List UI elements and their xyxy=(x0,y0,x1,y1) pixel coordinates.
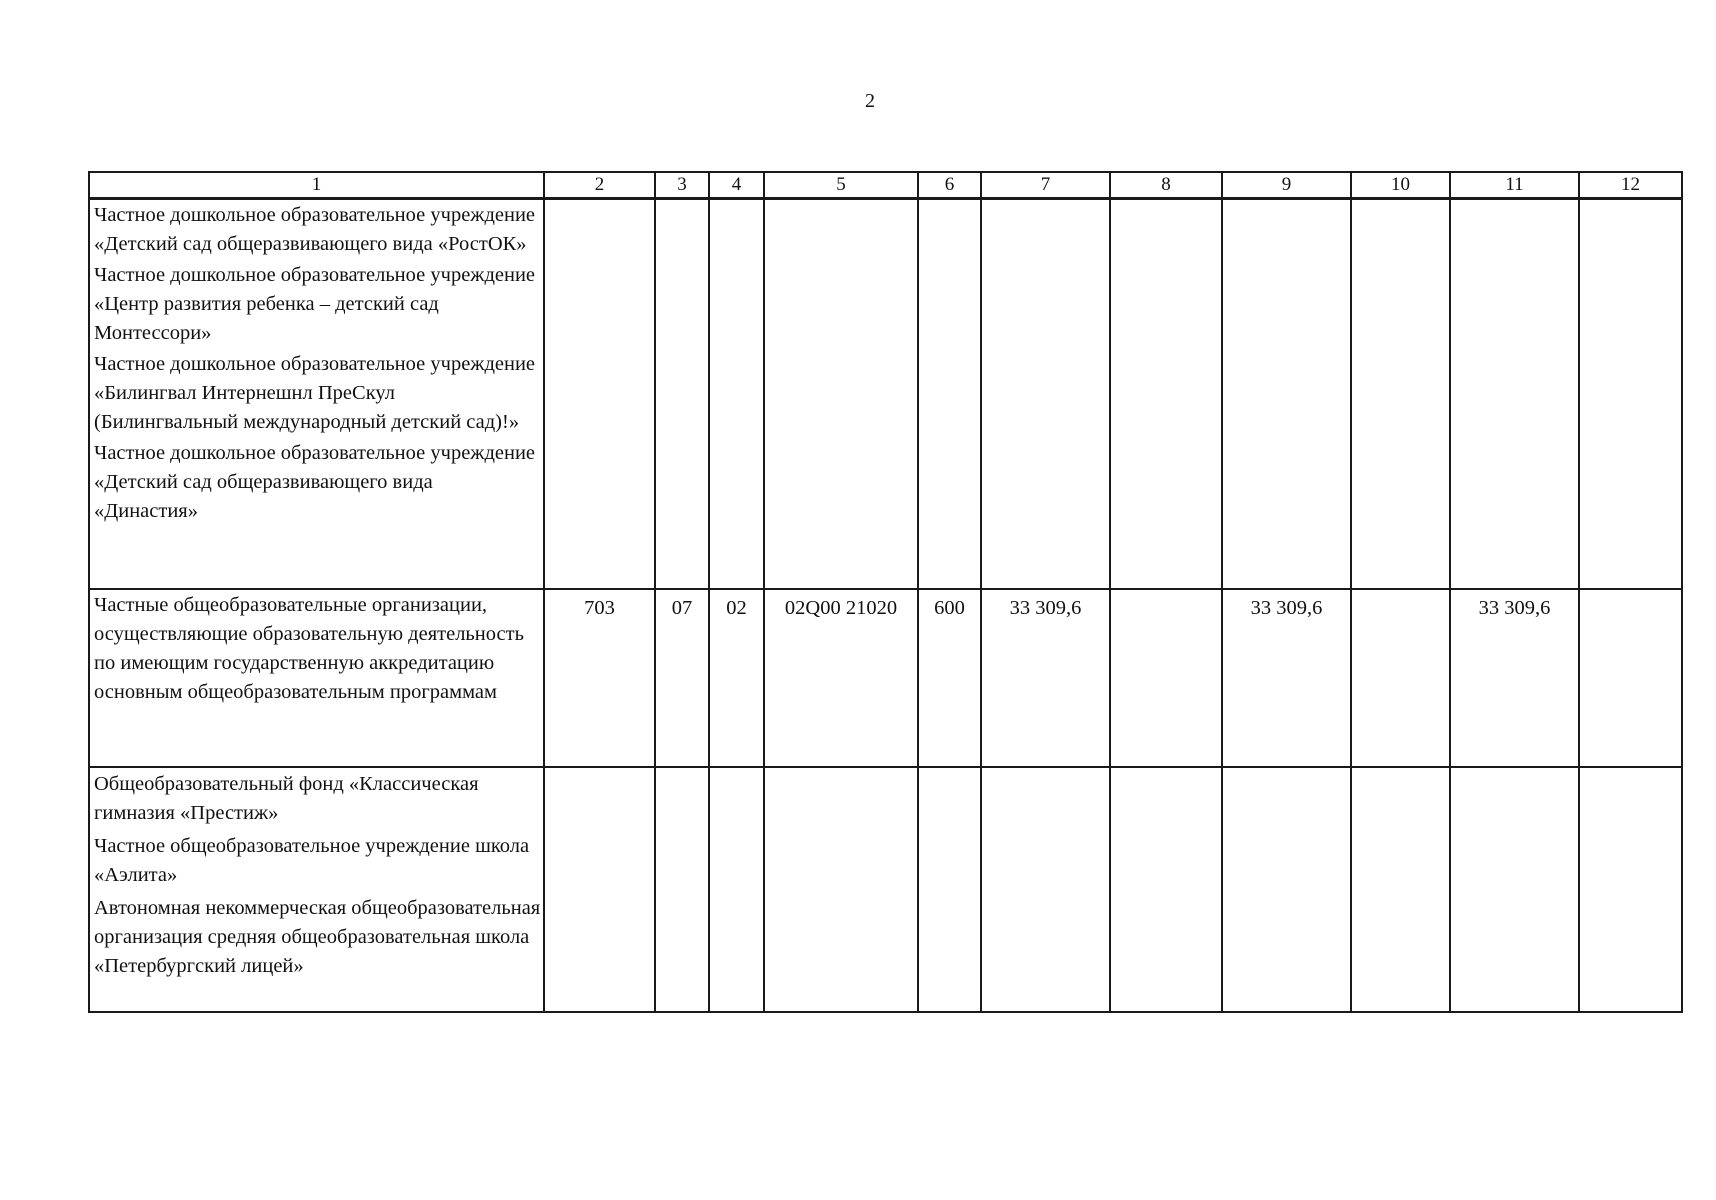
empty-cell xyxy=(1110,199,1222,590)
column-header-8: 8 xyxy=(1110,172,1222,199)
entity-name: Автономная некоммерческая общеобразовательная организация средняя общеобразовательная школа «Петербургский лицей» xyxy=(94,897,541,977)
column-header-4: 4 xyxy=(709,172,764,199)
cell-col7: 33 309,6 xyxy=(981,589,1110,767)
entity-name: Общеобразовательный фонд «Классическая гимназия «Престиж» xyxy=(94,773,479,824)
empty-cell xyxy=(655,767,709,1012)
cell-col4: 02 xyxy=(709,589,764,767)
column-header-10: 10 xyxy=(1351,172,1450,199)
entity-name: Частное дошкольное образовательное учреждение «Детский сад общеразвивающего вида «Династия» xyxy=(94,442,536,522)
column-header-11: 11 xyxy=(1450,172,1579,199)
table-row-school-group xyxy=(89,767,1682,1012)
empty-cell xyxy=(1222,767,1351,1012)
column-header-12: 12 xyxy=(1579,172,1682,199)
column-header-1: 1 xyxy=(89,172,544,199)
empty-cell xyxy=(764,767,918,1012)
cell-col6: 600 xyxy=(918,589,981,767)
column-header-9: 9 xyxy=(1222,172,1351,199)
header-row xyxy=(89,172,1682,199)
organization-category-name: Частные общеобразовательные организации, осуществляющие образовательную деятельность по имеющим государственную аккредитацию основным общеобразовательным программам xyxy=(89,589,544,767)
empty-cell xyxy=(1351,199,1450,590)
empty-cell xyxy=(918,767,981,1012)
empty-cell xyxy=(1222,199,1351,590)
entity-list-cell xyxy=(89,767,544,1012)
table-row-main xyxy=(89,589,1682,767)
empty-cell xyxy=(1450,199,1579,590)
entity-list-cell xyxy=(89,199,544,590)
budget-table xyxy=(88,171,1683,1013)
cell-col2: 703 xyxy=(544,589,655,767)
column-header-6: 6 xyxy=(918,172,981,199)
cell-col11: 33 309,6 xyxy=(1450,589,1579,767)
table-row-preschool-group xyxy=(89,199,1682,590)
cell-col5: 02Q00 21020 xyxy=(764,589,918,767)
cell-col9: 33 309,6 xyxy=(1222,589,1351,767)
empty-cell xyxy=(544,767,655,1012)
entity-name: Частное дошкольное образовательное учреждение «Центр развития ребенка – детский сад Монтессори» xyxy=(94,264,536,344)
cell-col8 xyxy=(1110,589,1222,767)
empty-cell xyxy=(918,199,981,590)
cell-col3: 07 xyxy=(655,589,709,767)
empty-cell xyxy=(1579,199,1682,590)
empty-cell xyxy=(1351,767,1450,1012)
column-header-2: 2 xyxy=(544,172,655,199)
entity-name: Частное общеобразовательное учреждение школа «Аэлита» xyxy=(94,835,530,886)
cell-col12 xyxy=(1579,589,1682,767)
empty-cell xyxy=(709,767,764,1012)
empty-cell xyxy=(1110,767,1222,1012)
entity-name: Частное дошкольное образовательное учреждение «Билингвал Интернешнл ПреСкул (Билингвальный международный детский сад)!» xyxy=(94,353,536,433)
page-number: 2 xyxy=(865,90,875,112)
empty-cell xyxy=(1450,767,1579,1012)
empty-cell xyxy=(981,767,1110,1012)
cell-col10 xyxy=(1351,589,1450,767)
empty-cell xyxy=(709,199,764,590)
entity-name: Частное дошкольное образовательное учреждение «Детский сад общеразвивающего вида «РостОК» xyxy=(94,204,536,255)
empty-cell xyxy=(981,199,1110,590)
empty-cell xyxy=(764,199,918,590)
column-header-7: 7 xyxy=(981,172,1110,199)
empty-cell xyxy=(544,199,655,590)
column-header-5: 5 xyxy=(764,172,918,199)
column-header-3: 3 xyxy=(655,172,709,199)
empty-cell xyxy=(1579,767,1682,1012)
empty-cell xyxy=(655,199,709,590)
